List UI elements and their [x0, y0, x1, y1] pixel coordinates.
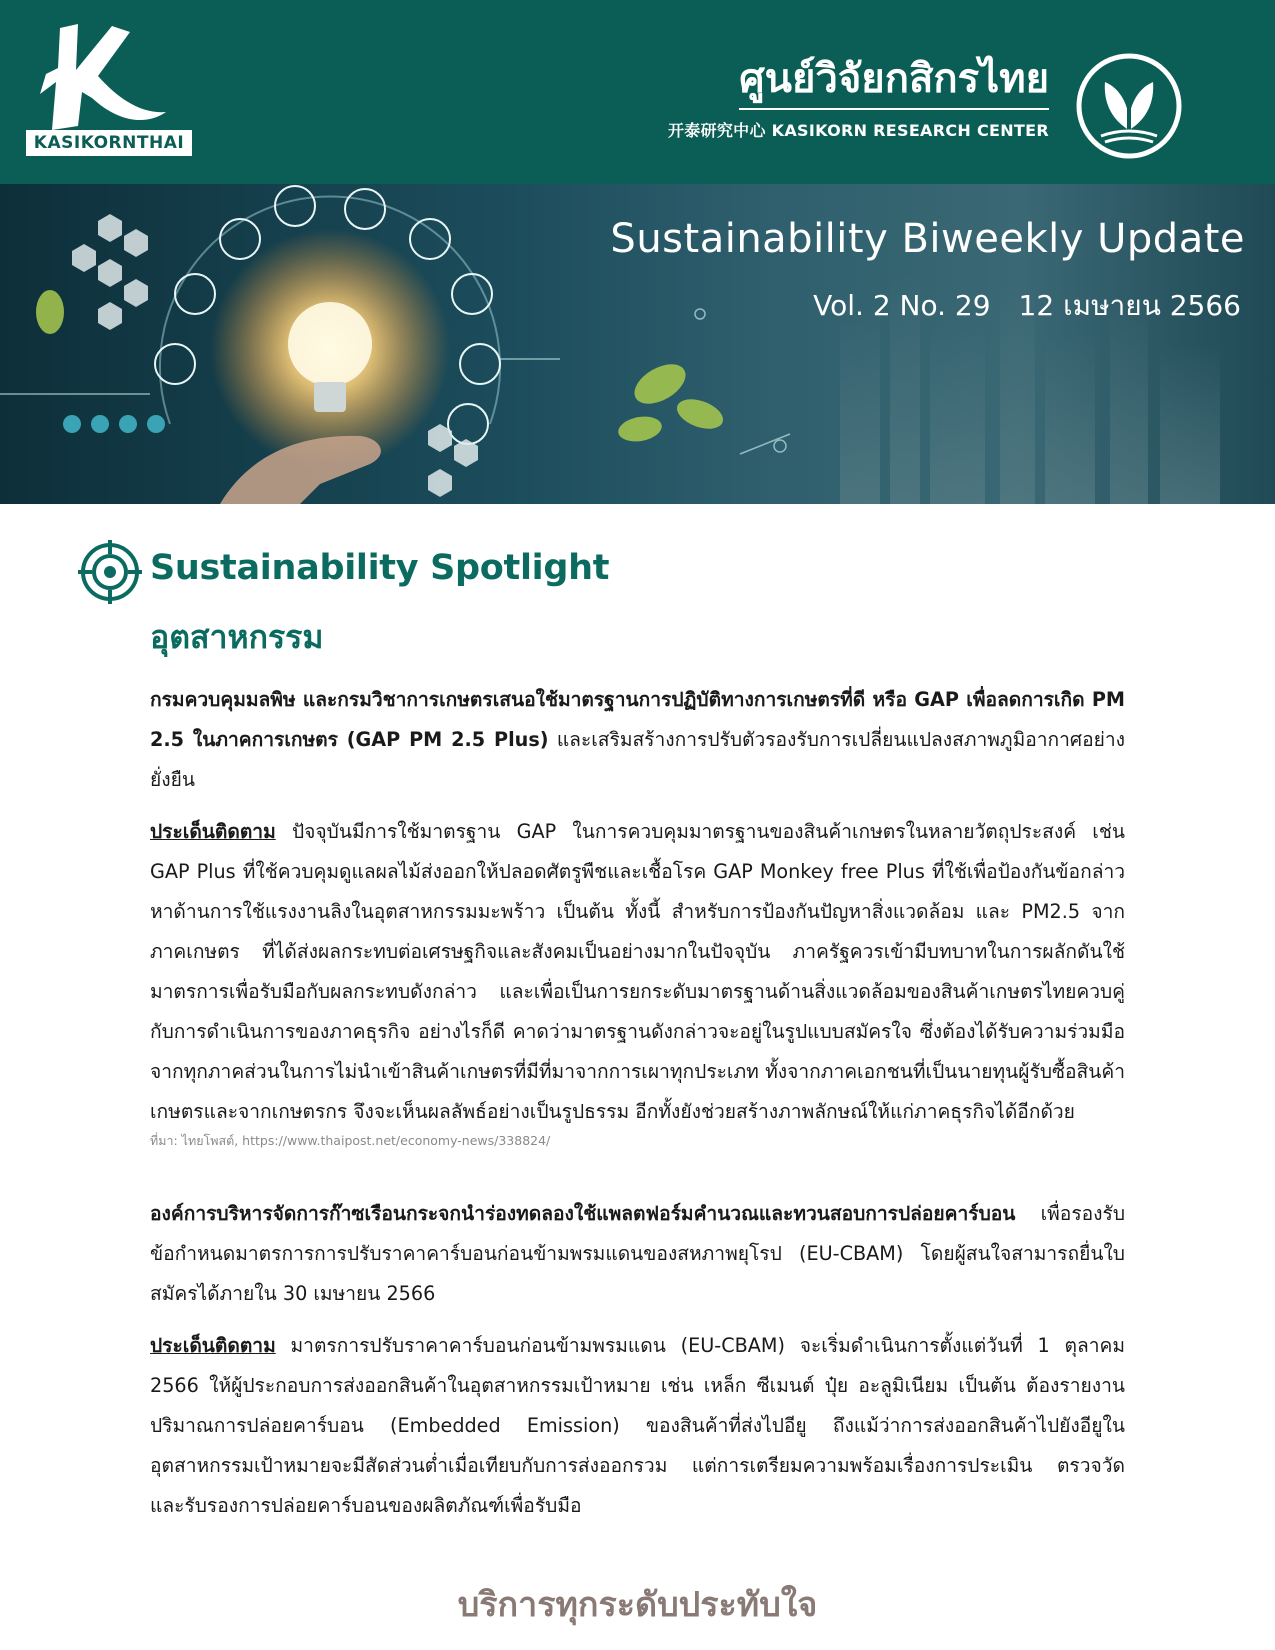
issue-info [813, 284, 1241, 328]
article2-issue-label: ประเด็นติดตาม [150, 1334, 276, 1357]
article2-issue-text: มาตรการปรับราคาคาร์บอนก่อนข้ามพรมแดน (EU-CBAM) จะเริ่มดำเนินการตั้งแต่วันที่ 1 ตุลาคม 2566 ให้ผู้ประกอบการส่งออกสินค้าในอุตสาหกรรมเป้าหมาย เช่น เหล็ก ซีเมนต์ ปุ๋ย อะลูมิเนียม เป็นต้น ต้องรายงานปริมาณการปล่อยคาร์บอน (Embedded Emission) ของสินค้าที่ส่งไปอียู ถึงแม้ว่าการส่งออกสินค้าไปยังอียูในอุตสาหกรรมเป้าหมายจะมีสัดส่วนต่ำเมื่อเทียบกับการส่งออกรวม แต่การเตรียมความพร้อมเรื่องการประเมิน ตรวจวัด และรับรองการปล่อยคาร์บอนของผลิตภัณฑ์เพื่อรับมือ [150, 1334, 1126, 1517]
k-letter-icon [26, 22, 196, 132]
research-center-name [668, 56, 1049, 141]
kasikornthai-logo[interactable] [26, 22, 196, 154]
center-name-en: 开泰研究中心 KASIKORN RESEARCH CENTER [667, 121, 1049, 140]
center-name-thai: ศูนย์วิจัยกสิกรไทย [739, 56, 1049, 110]
article1-headline [150, 680, 1125, 800]
article1-source[interactable]: ที่มา: ไทยโพสต์, https://www.thaipost.net/economy-news/338824/ [150, 1133, 551, 1148]
newsletter-title: Sustainability Biweekly Update [610, 216, 1245, 262]
section-title: Sustainability Spotlight [150, 548, 610, 588]
article1-issue-label: ประเด็นติดตาม [150, 820, 276, 843]
article1-headline-rest: และเสริมสร้างการปรับตัวรองรับการเปลี่ยนแปลงสภาพภูมิอากาศอย่างยั่งยืน [150, 728, 1125, 791]
logo-label: KASIKORNTHAI [26, 130, 192, 156]
article2-issue [150, 1326, 1125, 1526]
article1-headline-bold: กรมควบคุมมลพิษ และกรมวิชาการเกษตรเสนอใช้มาตรฐานการปฏิบัติทางการเกษตรที่ดี หรือ GAP เพื่อลดการเกิด PM 2.5 ในภาคการเกษตร (GAP PM 2.5 Plus) [150, 688, 1125, 751]
section-subtitle: อุตสาหกรรม [150, 618, 324, 656]
footer-slogan: บริการทุกระดับประทับใจ [457, 1585, 818, 1625]
article2-headline [150, 1194, 1125, 1314]
article1-issue-text: ปัจจุบันมีการใช้มาตรฐาน GAP ในการควบคุมมาตรฐานของสินค้าเกษตรในหลายวัตถุประสงค์ เช่น GAP Plus ที่ใช้ควบคุมดูแลผลไม้ส่งออกให้ปลอดศัตรูพืชและเชื้อโรค GAP Monkey free Plus ที่ใช้เพื่อป้องกันข้อกล่าวหาด้านการใช้แรงงานลิงในอุตสาหกรรมมะพร้าว เป็นต้น ทั้งนี้ สำหรับการป้องกันปัญหาสิ่งแวดล้อม และ PM2.5 จากภาคเกษตร ที่ได้ส่งผลกระทบต่อเศรษฐกิจและสังคมเป็นอย่างมากในปัจจุบัน ภาครัฐควรเข้ามีบทบาทในการผลักดันใช้มาตรการเพื่อรับมือกับผลกระทบดังกล่าว และเพื่อเป็นการยกระดับมาตรฐานด้านสิ่งแวดล้อมของสินค้าเกษตรไทยควบคู่กับการดำเนินการของภาคธุรกิจ อย่างไรก็ดี คาดว่ามาตรฐานดังกล่าวจะอยู่ในรูปแบบสมัครใจ ซึ่งต้องได้รับความร่วมมือจากทุกภาคส่วนในการไม่นำเข้าสินค้าเกษตรที่มีที่มาจากการเผาทุกประเภท ทั้งจากภาคเอกชนที่เป็นนายทุนผู้รับซื้อสินค้าเกษตรและจากเกษตรกร จึงจะเห็นผลลัพธ์อย่างเป็นรูปธรรม อีกทั้งยังช่วยสร้างภาพลักษณ์ให้แก่ภาคธุรกิจได้อีกด้วย [150, 820, 1125, 1123]
issue-date: 12 เมษายน 2566 [1018, 289, 1241, 322]
article1-issue [150, 812, 1125, 1132]
article2-headline-rest: เพื่อรองรับข้อกำหนดมาตรการการปรับราคาคาร์บอนก่อนข้ามพรมแดนของสหภาพยุโรป (EU-CBAM) โดยผู้สนใจสามารถยื่นใบสมัครได้ภายใน 30 เมษายน 2566 [150, 1202, 1125, 1305]
kasikorn-emblem-icon[interactable] [1075, 52, 1183, 160]
issue-volume: Vol. 2 No. 29 [813, 289, 991, 322]
hero-banner [0, 184, 1275, 504]
article2-headline-bold: องค์การบริหารจัดการก๊าซเรือนกระจกนำร่องทดลองใช้แพลตฟอร์มคำนวณและทวนสอบการปล่อยคาร์บอน [150, 1202, 1016, 1225]
header-bar [0, 0, 1275, 184]
article-content [150, 680, 1125, 1538]
target-icon [78, 540, 142, 604]
